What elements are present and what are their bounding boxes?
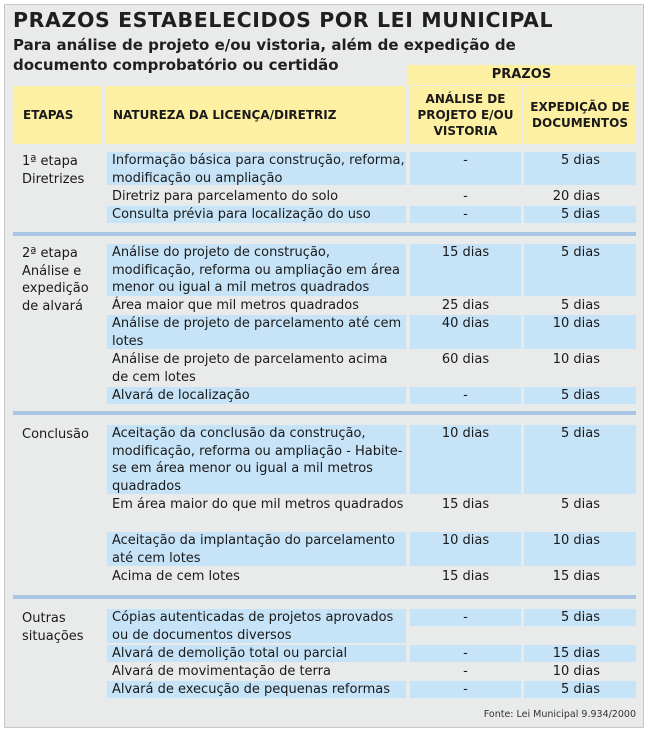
- column-header-expedicao: [524, 86, 636, 144]
- table-row-analise: -: [463, 664, 468, 679]
- table-row-expedicao: 5 dias: [524, 681, 636, 698]
- table-row-expedicao: 5 dias: [524, 206, 636, 223]
- column-header-analise-label: ANÁLISE DE PROJETO E/OU VISTORIA: [417, 92, 514, 138]
- source-note: Fonte: Lei Municipal 9.934/2000: [483, 709, 636, 720]
- column-header-etapas-label: ETAPAS: [23, 108, 74, 122]
- table-row-natureza: Diretriz para parcelamento do solo: [112, 189, 339, 204]
- column-header-natureza: [105, 86, 406, 144]
- page-title: PRAZOS ESTABELECIDOS POR LEI MUNICIPAL: [13, 8, 554, 32]
- column-header-expedicao-label: EXPEDIÇÃO DE DOCUMENTOS: [530, 100, 630, 130]
- stage-label-outras: Outras situações: [22, 611, 84, 644]
- table-row-natureza: Aceitação da implantação do parcelamento até cem lotes: [107, 532, 406, 566]
- table-row-natureza: Acima de cem lotes: [112, 569, 240, 584]
- column-header-analise: [410, 86, 521, 144]
- section-divider: [13, 595, 636, 599]
- table-row-natureza: Análise de projeto de parcelamento até cem lotes: [107, 315, 406, 349]
- stage-label-analise: 2ª etapa Análise e expedição de alvará: [22, 246, 89, 314]
- table-row-expedicao: 5 dias: [524, 425, 636, 494]
- table-row-analise: 60 dias: [441, 352, 490, 367]
- table-row-analise: 25 dias: [441, 298, 490, 313]
- table-row-analise: 10 dias: [410, 425, 521, 494]
- table-row-expedicao: 15 dias: [552, 569, 600, 584]
- table-row-expedicao: 5 dias: [560, 298, 600, 313]
- stage-label-diretrizes: 1ª etapa Diretrizes: [22, 154, 85, 187]
- table-row-analise: -: [410, 609, 521, 626]
- table-row-natureza: Área maior que mil metros quadrados: [112, 298, 360, 313]
- table-row-expedicao: 10 dias: [524, 315, 636, 349]
- table-row-expedicao: 5 dias: [524, 387, 636, 404]
- prazos-group-header: PRAZOS: [407, 65, 636, 85]
- table-row-analise: -: [463, 189, 468, 204]
- table-row-natureza: Análise de projeto de parcelamento acima de cem lotes: [112, 352, 388, 385]
- table-row-expedicao: 10 dias: [524, 532, 636, 566]
- table-row-analise: -: [410, 152, 521, 185]
- table-row-analise: 15 dias: [441, 497, 490, 512]
- table-row-natureza: Cópias autenticadas de projetos aprovados ou de documentos diversos: [107, 609, 406, 643]
- table-row-analise: 40 dias: [410, 315, 521, 349]
- table-row-expedicao: 5 dias: [524, 152, 636, 185]
- section-divider: [13, 411, 636, 415]
- table-row-natureza: Informação básica para construção, reforma, modificação ou ampliação: [107, 152, 406, 185]
- table-row-analise: 15 dias: [441, 569, 490, 584]
- table-row-expedicao: 5 dias: [560, 497, 600, 512]
- table-row-analise: -: [410, 206, 521, 223]
- table-row-expedicao: 5 dias: [524, 609, 636, 626]
- table-row-natureza: Aceitação da conclusão da construção, modificação, reforma ou ampliação - Habite-se em área menor ou igual a mil metros quadrados: [107, 425, 406, 494]
- table-row-expedicao: 5 dias: [524, 244, 636, 296]
- table-row-natureza: Alvará de localização: [107, 387, 406, 404]
- table-row-analise: -: [410, 681, 521, 698]
- table-row-natureza: Consulta prévia para localização do uso: [107, 206, 406, 223]
- table-row-expedicao: 20 dias: [552, 189, 600, 204]
- table-row-expedicao: 15 dias: [524, 645, 636, 662]
- column-header-natureza-label: NATUREZA DA LICENÇA/DIRETRIZ: [113, 108, 337, 122]
- table-row-expedicao: 10 dias: [552, 664, 600, 679]
- column-header-etapas: [13, 86, 101, 144]
- table-row-natureza: Alvará de movimentação de terra: [112, 664, 331, 679]
- table-row-analise: 10 dias: [410, 532, 521, 566]
- page-subtitle: Para análise de projeto e/ou vistoria, além de expedição de documento comprobatório ou certidão: [13, 36, 516, 74]
- table-row-analise: 15 dias: [410, 244, 521, 296]
- table-row-analise: -: [410, 387, 521, 404]
- table-row-analise: -: [410, 645, 521, 662]
- table-row-natureza: Alvará de execução de pequenas reformas: [107, 681, 406, 698]
- table-row-natureza: Alvará de demolição total ou parcial: [107, 645, 406, 662]
- table-row-natureza: Em área maior do que mil metros quadrados: [112, 497, 404, 512]
- table-row-natureza: Análise do projeto de construção, modificação, reforma ou ampliação em área menor ou igual a mil metros quadrados: [107, 244, 406, 296]
- table-row-expedicao: 10 dias: [552, 352, 600, 367]
- section-divider: [13, 232, 636, 236]
- stage-label-conclusao: Conclusão: [22, 427, 89, 442]
